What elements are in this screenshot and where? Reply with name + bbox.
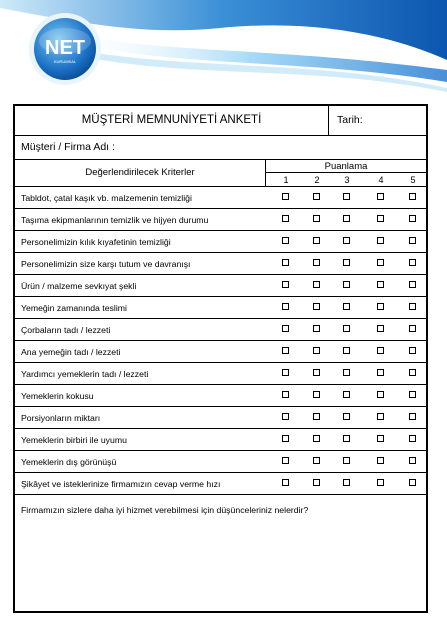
table-row (15, 275, 426, 297)
score-1-checkbox[interactable] (282, 281, 289, 288)
criterion-label: Yardımcı yemeklerin tadı / lezzeti (21, 369, 149, 379)
table-header (15, 160, 426, 187)
score-2-checkbox[interactable] (313, 325, 320, 332)
score-3-checkbox[interactable] (343, 281, 350, 288)
score-4-checkbox[interactable] (377, 435, 384, 442)
score-header: Puanlama (266, 160, 426, 173)
table-row (15, 231, 426, 253)
score-3-checkbox[interactable] (343, 325, 350, 332)
criteria-header: Değerlendirilecek Kriterler (15, 160, 266, 186)
score-3-checkbox[interactable] (343, 413, 350, 420)
score-3-checkbox[interactable] (343, 215, 350, 222)
score-2-checkbox[interactable] (313, 435, 320, 442)
score-5-checkbox[interactable] (409, 369, 416, 376)
table-row (15, 473, 426, 495)
score-5-checkbox[interactable] (409, 193, 416, 200)
table-row (15, 407, 426, 429)
criterion-label: Yemeklerin birbiri ile uyumu (21, 435, 127, 445)
score-1-checkbox[interactable] (282, 413, 289, 420)
score-2-checkbox[interactable] (313, 303, 320, 310)
svg-text:KURUMSAL: KURUMSAL (53, 59, 77, 64)
criterion-label: Yemeklerin kokusu (21, 391, 94, 401)
score-1-checkbox[interactable] (282, 303, 289, 310)
criterion-label: Taşıma ekipmanlarının temizlik ve hijyen durumu (21, 215, 209, 225)
score-5-checkbox[interactable] (409, 303, 416, 310)
score-5-checkbox[interactable] (409, 413, 416, 420)
score-2-checkbox[interactable] (313, 347, 320, 354)
score-4-checkbox[interactable] (377, 479, 384, 486)
score-4-checkbox[interactable] (377, 303, 384, 310)
table-row (15, 385, 426, 407)
score-5-checkbox[interactable] (409, 457, 416, 464)
customer-label: Müşteri / Firma Adı : (21, 141, 115, 153)
score-3-checkbox[interactable] (343, 193, 350, 200)
open-question: Firmamızın sizlere daha iyi hizmet verebilmesi için düşünceleriniz nelerdir? (21, 505, 309, 515)
score-5-checkbox[interactable] (409, 347, 416, 354)
score-2-checkbox[interactable] (313, 457, 320, 464)
score-5-checkbox[interactable] (409, 281, 416, 288)
score-4-checkbox[interactable] (377, 215, 384, 222)
score-2-checkbox[interactable] (313, 391, 320, 398)
criteria-list (15, 187, 426, 495)
header-banner (0, 0, 447, 98)
score-3-label: 3 (344, 175, 350, 185)
score-4-checkbox[interactable] (377, 347, 384, 354)
score-1-checkbox[interactable] (282, 347, 289, 354)
score-5-checkbox[interactable] (409, 259, 416, 266)
score-2-checkbox[interactable] (313, 369, 320, 376)
table-row (15, 429, 426, 451)
score-1-label: 1 (283, 175, 289, 185)
criterion-label: Tabldot, çatal kaşık vb. malzemenin temizliği (21, 193, 192, 203)
form-title: MÜŞTERİ MEMNUNİYETİ ANKETİ (15, 106, 329, 135)
score-5-checkbox[interactable] (409, 215, 416, 222)
net-logo (27, 11, 103, 87)
score-2-checkbox[interactable] (313, 259, 320, 266)
criterion-label: Yemeğin zamanında teslimi (21, 303, 127, 313)
score-3-checkbox[interactable] (343, 457, 350, 464)
score-3-checkbox[interactable] (343, 347, 350, 354)
score-2-checkbox[interactable] (313, 237, 320, 244)
score-4-checkbox[interactable] (377, 281, 384, 288)
score-1-checkbox[interactable] (282, 237, 289, 244)
score-3-checkbox[interactable] (343, 237, 350, 244)
score-5-checkbox[interactable] (409, 237, 416, 244)
score-4-checkbox[interactable] (377, 369, 384, 376)
title-row (15, 106, 426, 136)
score-5-checkbox[interactable] (409, 325, 416, 332)
score-4-checkbox[interactable] (377, 457, 384, 464)
score-1-checkbox[interactable] (282, 193, 289, 200)
score-5-checkbox[interactable] (409, 435, 416, 442)
svg-text:NET: NET (45, 37, 85, 59)
date-label: Tarih: (337, 114, 363, 126)
customer-row (15, 135, 426, 160)
score-3-checkbox[interactable] (343, 369, 350, 376)
score-1-checkbox[interactable] (282, 391, 289, 398)
score-2-checkbox[interactable] (313, 413, 320, 420)
score-2-checkbox[interactable] (313, 479, 320, 486)
score-2-checkbox[interactable] (313, 281, 320, 288)
score-4-checkbox[interactable] (377, 259, 384, 266)
score-1-checkbox[interactable] (282, 479, 289, 486)
table-row (15, 253, 426, 275)
score-4-checkbox[interactable] (377, 325, 384, 332)
table-row (15, 451, 426, 473)
criterion-label: Personelimizin size karşı tutum ve davranışı (21, 259, 191, 269)
criterion-label: Şikâyet ve isteklerinize firmamızın cevap verme hızı (21, 479, 221, 489)
criterion-label: Ana yemeğin tadı / lezzeti (21, 347, 121, 357)
criterion-label: Personelimizin kılık kıyafetinin temizliği (21, 237, 171, 247)
criterion-label: Çorbaların tadı / lezzeti (21, 325, 111, 335)
table-row (15, 341, 426, 363)
score-5-checkbox[interactable] (409, 391, 416, 398)
score-4-label: 4 (378, 175, 384, 185)
table-row (15, 209, 426, 231)
table-row (15, 363, 426, 385)
score-1-checkbox[interactable] (282, 325, 289, 332)
score-5-label: 5 (410, 175, 416, 185)
score-4-checkbox[interactable] (377, 391, 384, 398)
criterion-label: Yemeklerin dış görünüşü (21, 457, 117, 467)
score-4-checkbox[interactable] (377, 237, 384, 244)
score-4-checkbox[interactable] (377, 413, 384, 420)
score-1-checkbox[interactable] (282, 369, 289, 376)
score-1-checkbox[interactable] (282, 435, 289, 442)
score-2-checkbox[interactable] (313, 193, 320, 200)
score-1-checkbox[interactable] (282, 457, 289, 464)
table-row (15, 187, 426, 209)
score-3-checkbox[interactable] (343, 259, 350, 266)
score-3-checkbox[interactable] (343, 435, 350, 442)
criterion-label: Ürün / malzeme sevkıyat şekli (21, 281, 137, 291)
score-1-checkbox[interactable] (282, 259, 289, 266)
survey-form (13, 104, 428, 613)
table-row (15, 319, 426, 341)
criterion-label: Porsiyonların miktarı (21, 413, 101, 423)
score-5-checkbox[interactable] (409, 479, 416, 486)
score-3-checkbox[interactable] (343, 391, 350, 398)
score-2-checkbox[interactable] (313, 215, 320, 222)
score-3-checkbox[interactable] (343, 479, 350, 486)
score-1-checkbox[interactable] (282, 215, 289, 222)
score-3-checkbox[interactable] (343, 303, 350, 310)
score-2-label: 2 (314, 175, 320, 185)
table-row (15, 297, 426, 319)
score-4-checkbox[interactable] (377, 193, 384, 200)
